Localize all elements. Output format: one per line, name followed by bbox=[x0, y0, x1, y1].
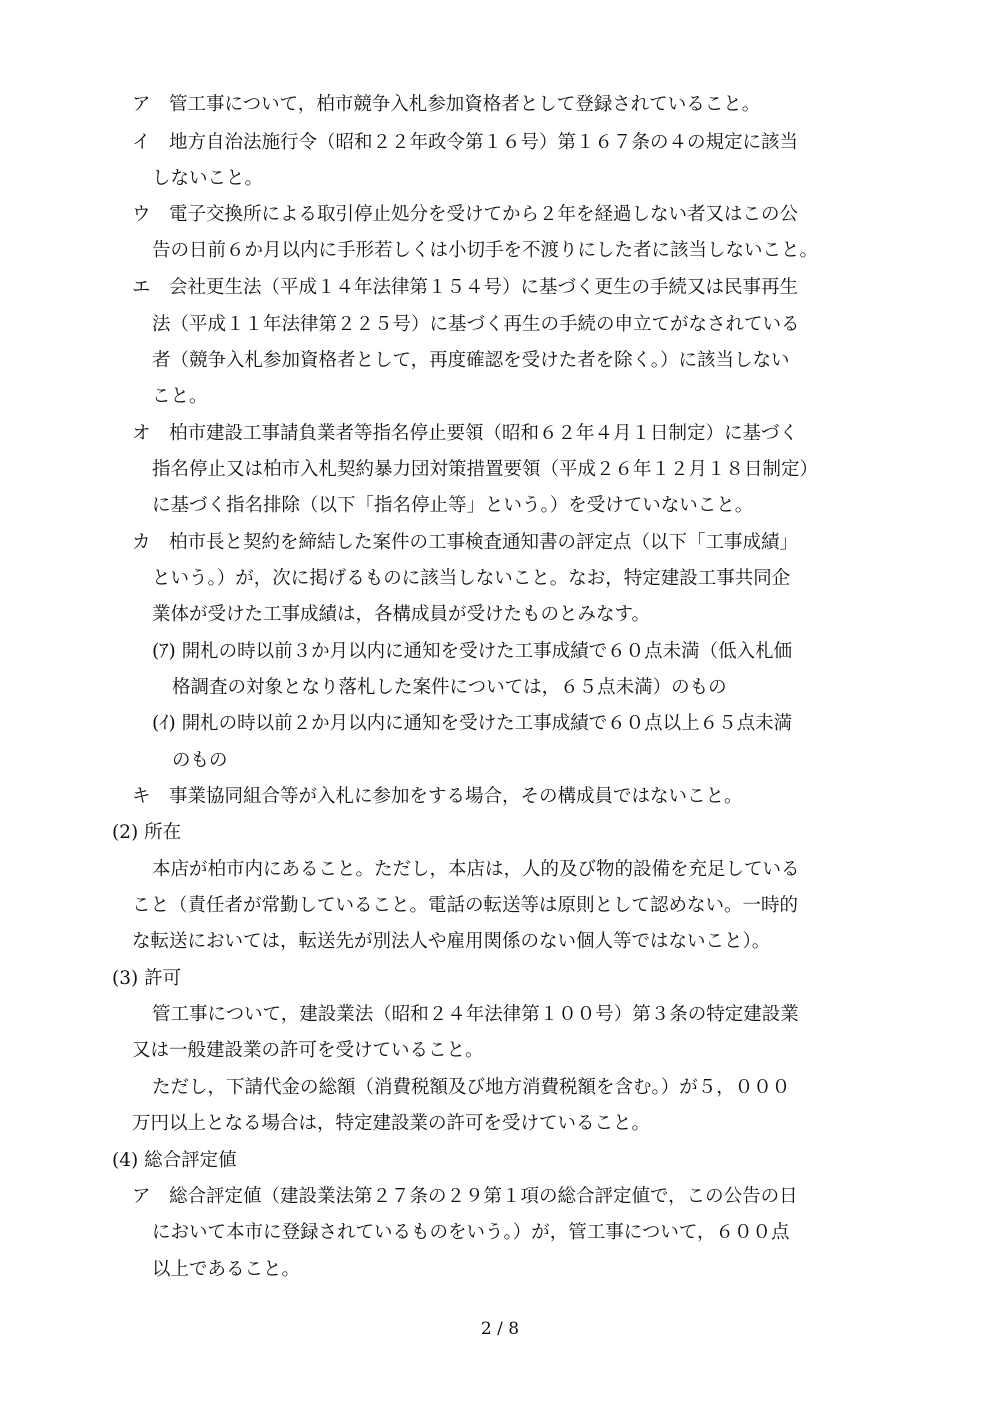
section-heading: (2) 所在 bbox=[112, 822, 182, 843]
text-line: カ 柏市長と契約を締結した案件の工事検査通知書の評定点（以下「工事成績」 bbox=[132, 532, 799, 553]
page-number: 2 / 8 bbox=[480, 1319, 520, 1339]
text-line: 法（平成１１年法律第２２５号）に基づく再生の手続の申立てがなされている bbox=[152, 314, 800, 335]
text-line: という。）が，次に掲げるものに該当しないこと。なお，特定建設工事共同企 bbox=[152, 568, 791, 589]
text-line: イ 地方自治法施行令（昭和２２年政令第１６号）第１６７条の４の規定に該当 bbox=[132, 132, 799, 153]
text-line: ウ 電子交換所による取引停止処分を受けてから２年を経過しない者又はこの公 bbox=[132, 204, 799, 225]
text-line: 又は一般建設業の許可を受けていること。 bbox=[132, 1040, 484, 1061]
text-line: キ 事業協同組合等が入札に参加をする場合，その構成員ではないこと。 bbox=[132, 786, 743, 807]
text-line: 万円以上となる場合は，特定建設業の許可を受けていること。 bbox=[132, 1113, 651, 1134]
text-line: 指名停止又は柏市入札契約暴力団対策措置要領（平成２６年１２月１８日制定） bbox=[152, 459, 819, 480]
text-line: ア 管工事について，柏市競争入札参加資格者として登録されていること。 bbox=[132, 94, 761, 115]
text-line: ア 総合評定値（建設業法第２７条の２９第１項の総合評定値で，この公告の日 bbox=[132, 1186, 798, 1207]
text-line: において本市に登録されているものをいう。）が，管工事について，６００点 bbox=[152, 1222, 790, 1243]
text-line: 業体が受けた工事成績は，各構成員が受けたものとみなす。 bbox=[152, 604, 651, 625]
text-line: こと。 bbox=[152, 386, 208, 407]
text-line: 管工事について，建設業法（昭和２４年法律第１００号）第３条の特定建設業 bbox=[152, 1004, 799, 1025]
text-line: (ｱ) 開札の時以前３か月以内に通知を受けた工事成績で６０点未満（低入札価 bbox=[152, 641, 793, 662]
section-heading: (3) 許可 bbox=[112, 968, 182, 989]
text-line: 告の日前６か月以内に手形若しくは小切手を不渡りにした者に該当しないこと。 bbox=[152, 240, 819, 261]
text-line: な転送においては，転送先が別法人や雇用関係のない個人等ではないこと）。 bbox=[132, 931, 771, 952]
text-line: のもの bbox=[172, 750, 228, 771]
text-line: 以上であること。 bbox=[152, 1259, 301, 1280]
text-line: (ｲ) 開札の時以前２か月以内に通知を受けた工事成績で６０点以上６５点未満 bbox=[152, 713, 793, 734]
text-line: 格調査の対象となり落札した案件については，６５点未満）のもの bbox=[172, 677, 727, 698]
text-line: エ 会社更生法（平成１４年法律第１５４号）に基づく更生の手続又は民事再生 bbox=[132, 277, 799, 298]
text-line: 本店が柏市内にあること。ただし，本店は，人的及び物的設備を充足している bbox=[152, 859, 800, 880]
text-line: ただし，下請代金の総額（消費税額及び地方消費税額を含む。）が５，０００ bbox=[152, 1077, 791, 1098]
text-line: しないこと。 bbox=[152, 168, 264, 189]
section-heading: (4) 総合評定値 bbox=[112, 1150, 237, 1171]
text-line: オ 柏市建設工事請負業者等指名停止要領（昭和６２年４月１日制定）に基づく bbox=[132, 423, 799, 444]
text-line: 者（競争入札参加資格者として，再度確認を受けた者を除く。）に該当しない bbox=[152, 350, 790, 371]
text-line: こと（責任者が常勤していること。電話の転送等は原則として認めない。一時的 bbox=[132, 895, 799, 916]
text-line: に基づく指名排除（以下「指名停止等」という。）を受けていないこと。 bbox=[152, 495, 754, 516]
